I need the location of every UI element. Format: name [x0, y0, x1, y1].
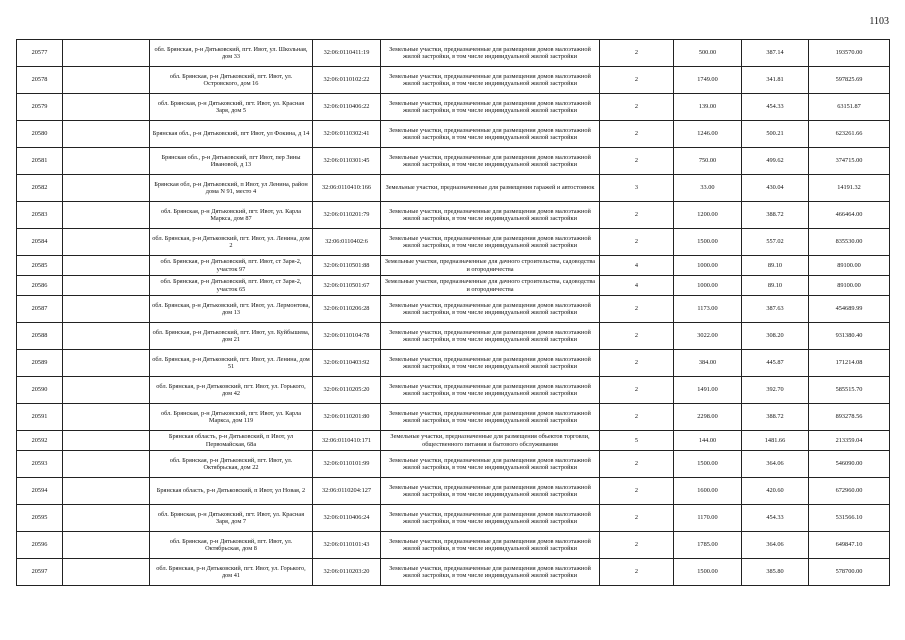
address-cell: Брянская область, р-н Дятьковский, п Ивот, ул Новая, 2 [150, 478, 313, 505]
cadastral-number-cell: 32:06:0110406:24 [313, 505, 381, 532]
table-row [17, 559, 890, 586]
cadastral-value-cell: 893278.56 [809, 404, 890, 431]
group-cell: 2 [600, 505, 674, 532]
address-cell: обл. Брянская, р-н Дятьковский, пгт. Ивот, ст Заря-2, участок 65 [150, 276, 313, 296]
specific-value-cell: 308.20 [742, 323, 809, 350]
table-row [17, 256, 890, 276]
area-cell: 139.00 [674, 94, 742, 121]
row-number: 20586 [17, 276, 63, 296]
table-row [17, 350, 890, 377]
land-use-cell: Земельные участки, предназначенные для размещения домов малоэтажной жилой застройки, в том числе индивидуальной жилой застройки [381, 229, 600, 256]
row-number: 20594 [17, 478, 63, 505]
land-use-cell: Земельные участки, предназначенные для размещения домов малоэтажной жилой застройки, в том числе индивидуальной жилой застройки [381, 350, 600, 377]
group-cell: 4 [600, 256, 674, 276]
specific-value-cell: 341.81 [742, 67, 809, 94]
area-cell: 384.00 [674, 350, 742, 377]
blank-cell [63, 404, 150, 431]
row-number: 20582 [17, 175, 63, 202]
row-number: 20591 [17, 404, 63, 431]
table-row [17, 67, 890, 94]
row-number: 20577 [17, 40, 63, 67]
cadastral-number-cell: 32:06:0110406:22 [313, 94, 381, 121]
cadastral-value-cell: 623261.66 [809, 121, 890, 148]
group-cell: 2 [600, 148, 674, 175]
address-cell: обл. Брянская, р-н Дятьковский, пгт. Ивот, ул. Горького, дом 41 [150, 559, 313, 586]
area-cell: 1491.00 [674, 377, 742, 404]
group-cell: 2 [600, 350, 674, 377]
land-use-cell: Земельные участки, предназначенные для размещения домов малоэтажной жилой застройки, в том числе индивидуальной жилой застройки [381, 451, 600, 478]
address-cell: Брянская обл., р-н Дятьковский, пгт Ивот, пер Зины Ивановой, д 13 [150, 148, 313, 175]
land-use-cell: Земельные участки, предназначенные для дачного строительства, садоводства и огородничества [381, 256, 600, 276]
cadastral-number-cell: 32:06:0110101:43 [313, 532, 381, 559]
land-use-cell: Земельные участки, предназначенные для размещения домов малоэтажной жилой застройки, в том числе индивидуальной жилой застройки [381, 532, 600, 559]
cadastral-number-cell: 32:06:0110102:22 [313, 67, 381, 94]
group-cell: 2 [600, 559, 674, 586]
address-cell: обл. Брянская, р-н Дятьковский, пгт. Ивот, ул. Горького, дом 42 [150, 377, 313, 404]
cadastral-value-cell: 213359.04 [809, 431, 890, 451]
table-row [17, 451, 890, 478]
specific-value-cell: 385.80 [742, 559, 809, 586]
land-use-cell: Земельные участки, предназначенные для размещения объектов торговли, общественного питания и бытового обслуживания [381, 431, 600, 451]
blank-cell [63, 276, 150, 296]
address-cell: Брянская область, р-н Дятьковский, п Ивот, ул Первомайская, 68а [150, 431, 313, 451]
area-cell: 1000.00 [674, 276, 742, 296]
group-cell: 2 [600, 67, 674, 94]
cadastral-value-cell: 585515.70 [809, 377, 890, 404]
land-use-cell: Земельные участки, предназначенные для размещения домов малоэтажной жилой застройки, в том числе индивидуальной жилой застройки [381, 377, 600, 404]
row-number: 20589 [17, 350, 63, 377]
address-cell: обл. Брянская, р-н Дятьковский, пгт. Ивот, ул. Октябрьская, дом 8 [150, 532, 313, 559]
blank-cell [63, 532, 150, 559]
row-number: 20592 [17, 431, 63, 451]
row-number: 20596 [17, 532, 63, 559]
cadastral-number-cell: 32:06:0110411:19 [313, 40, 381, 67]
cadastral-value-cell: 63151.87 [809, 94, 890, 121]
cadastral-value-cell: 14191.32 [809, 175, 890, 202]
blank-cell [63, 431, 150, 451]
area-cell: 750.00 [674, 148, 742, 175]
cadastral-number-cell: 32:06:0110101:99 [313, 451, 381, 478]
row-number: 20587 [17, 296, 63, 323]
table-row [17, 175, 890, 202]
table-row [17, 148, 890, 175]
cadastral-value-cell: 649847.10 [809, 532, 890, 559]
row-number: 20593 [17, 451, 63, 478]
address-cell: обл. Брянская, р-н Дятьковский, пгт. Ивот, ул. Ленина, дом 2 [150, 229, 313, 256]
blank-cell [63, 350, 150, 377]
blank-cell [63, 94, 150, 121]
group-cell: 2 [600, 229, 674, 256]
row-number: 20583 [17, 202, 63, 229]
blank-cell [63, 67, 150, 94]
group-cell: 2 [600, 532, 674, 559]
area-cell: 144.00 [674, 431, 742, 451]
table-row [17, 431, 890, 451]
row-number: 20597 [17, 559, 63, 586]
land-use-cell: Земельные участки, предназначенные для размещения домов малоэтажной жилой застройки, в том числе индивидуальной жилой застройки [381, 67, 600, 94]
specific-value-cell: 500.21 [742, 121, 809, 148]
specific-value-cell: 430.04 [742, 175, 809, 202]
land-use-cell: Земельные участки, предназначенные для размещения домов малоэтажной жилой застройки, в том числе индивидуальной жилой застройки [381, 202, 600, 229]
cadastral-value-cell: 374715.00 [809, 148, 890, 175]
cadastral-number-cell: 32:06:0110501:88 [313, 256, 381, 276]
blank-cell [63, 148, 150, 175]
area-cell: 33.00 [674, 175, 742, 202]
cadastral-value-cell: 578700.00 [809, 559, 890, 586]
specific-value-cell: 89.10 [742, 276, 809, 296]
table-row [17, 532, 890, 559]
address-cell: обл. Брянская, р-н Дятьковский, пгт. Ивот, ст Заря-2, участок 97 [150, 256, 313, 276]
address-cell: обл. Брянская, р-н Дятьковский, пгт. Ивот, ул. Островского, дом 16 [150, 67, 313, 94]
group-cell: 3 [600, 175, 674, 202]
area-cell: 500.00 [674, 40, 742, 67]
cadastral-value-cell: 835530.00 [809, 229, 890, 256]
cadastral-number-cell: 32:06:0110201:80 [313, 404, 381, 431]
land-use-cell: Земельные участки, предназначенные для размещения домов малоэтажной жилой застройки, в том числе индивидуальной жилой застройки [381, 505, 600, 532]
group-cell: 4 [600, 276, 674, 296]
address-cell: обл. Брянская, р-н Дятьковский, пгт. Ивот, ул. Красная Заря, дом 5 [150, 94, 313, 121]
specific-value-cell: 454.33 [742, 505, 809, 532]
row-number: 20585 [17, 256, 63, 276]
group-cell: 2 [600, 40, 674, 67]
cadastral-value-cell: 531566.10 [809, 505, 890, 532]
area-cell: 1170.00 [674, 505, 742, 532]
cadastral-number-cell: 32:06:0110104:78 [313, 323, 381, 350]
row-number: 20580 [17, 121, 63, 148]
specific-value-cell: 388.72 [742, 202, 809, 229]
row-number: 20590 [17, 377, 63, 404]
cadastral-number-cell: 32:06:0110402:6 [313, 229, 381, 256]
table-row [17, 404, 890, 431]
group-cell: 2 [600, 323, 674, 350]
cadastral-number-cell: 32:06:0110204:127 [313, 478, 381, 505]
land-use-cell: Земельные участки, предназначенные для размещения домов малоэтажной жилой застройки, в том числе индивидуальной жилой застройки [381, 404, 600, 431]
land-use-cell: Земельные участки, предназначенные для размещения домов малоэтажной жилой застройки, в том числе индивидуальной жилой застройки [381, 296, 600, 323]
land-use-cell: Земельные участки, предназначенные для размещения гаражей и автостоянок [381, 175, 600, 202]
land-use-cell: Земельные участки, предназначенные для размещения домов малоэтажной жилой застройки, в том числе индивидуальной жилой застройки [381, 478, 600, 505]
table-row [17, 94, 890, 121]
specific-value-cell: 89.10 [742, 256, 809, 276]
land-use-cell: Земельные участки, предназначенные для дачного строительства, садоводства и огородничества [381, 276, 600, 296]
cadastral-value-cell: 546090.00 [809, 451, 890, 478]
row-number: 20588 [17, 323, 63, 350]
area-cell: 2298.00 [674, 404, 742, 431]
address-cell: обл. Брянская, р-н Дятьковский, пгт. Ивот, ул. Школьная, дом 33 [150, 40, 313, 67]
row-number: 20579 [17, 94, 63, 121]
cadastral-number-cell: 32:06:0110301:45 [313, 148, 381, 175]
group-cell: 2 [600, 202, 674, 229]
cadastral-number-cell: 32:06:0110403:92 [313, 350, 381, 377]
land-use-cell: Земельные участки, предназначенные для размещения домов малоэтажной жилой застройки, в том числе индивидуальной жилой застройки [381, 121, 600, 148]
area-cell: 1749.00 [674, 67, 742, 94]
specific-value-cell: 1481.66 [742, 431, 809, 451]
specific-value-cell: 454.33 [742, 94, 809, 121]
row-number: 20578 [17, 67, 63, 94]
group-cell: 2 [600, 296, 674, 323]
cadastral-value-cell: 931380.40 [809, 323, 890, 350]
area-cell: 1173.00 [674, 296, 742, 323]
group-cell: 2 [600, 404, 674, 431]
area-cell: 1200.00 [674, 202, 742, 229]
cadastral-value-cell: 454689.99 [809, 296, 890, 323]
table-row [17, 40, 890, 67]
area-cell: 1500.00 [674, 229, 742, 256]
cadastral-value-cell: 171214.08 [809, 350, 890, 377]
table-row [17, 276, 890, 296]
blank-cell [63, 478, 150, 505]
group-cell: 2 [600, 121, 674, 148]
specific-value-cell: 557.02 [742, 229, 809, 256]
cadastral-number-cell: 32:06:0110302:41 [313, 121, 381, 148]
table-row [17, 377, 890, 404]
blank-cell [63, 451, 150, 478]
address-cell: обл. Брянская, р-н Дятьковский, пгт. Ивот, ул. Карла Маркса, дом 119 [150, 404, 313, 431]
row-number: 20581 [17, 148, 63, 175]
specific-value-cell: 392.70 [742, 377, 809, 404]
table-row [17, 478, 890, 505]
blank-cell [63, 40, 150, 67]
land-use-cell: Земельные участки, предназначенные для размещения домов малоэтажной жилой застройки, в том числе индивидуальной жилой застройки [381, 559, 600, 586]
page-number: 1103 [869, 16, 889, 27]
cadastral-number-cell: 32:06:0110410:171 [313, 431, 381, 451]
area-cell: 1246.00 [674, 121, 742, 148]
specific-value-cell: 387.14 [742, 40, 809, 67]
area-cell: 1500.00 [674, 451, 742, 478]
specific-value-cell: 388.72 [742, 404, 809, 431]
group-cell: 2 [600, 451, 674, 478]
row-number: 20595 [17, 505, 63, 532]
area-cell: 1500.00 [674, 559, 742, 586]
table-row [17, 505, 890, 532]
cadastral-value-cell: 466464.00 [809, 202, 890, 229]
blank-cell [63, 256, 150, 276]
specific-value-cell: 387.63 [742, 296, 809, 323]
area-cell: 1600.00 [674, 478, 742, 505]
land-use-cell: Земельные участки, предназначенные для размещения домов малоэтажной жилой застройки, в том числе индивидуальной жилой застройки [381, 323, 600, 350]
land-use-cell: Земельные участки, предназначенные для размещения домов малоэтажной жилой застройки, в том числе индивидуальной жилой застройки [381, 40, 600, 67]
cadastral-value-cell: 89100.00 [809, 276, 890, 296]
cadastral-number-cell: 32:06:0110501:67 [313, 276, 381, 296]
table-body [17, 40, 890, 586]
address-cell: обл. Брянская, р-н Дятьковский, пгт. Ивот, ул. Красная Заря, дом 7 [150, 505, 313, 532]
blank-cell [63, 296, 150, 323]
blank-cell [63, 377, 150, 404]
group-cell: 2 [600, 478, 674, 505]
area-cell: 1785.00 [674, 532, 742, 559]
blank-cell [63, 323, 150, 350]
specific-value-cell: 364.06 [742, 451, 809, 478]
table-row [17, 229, 890, 256]
cadastral-value-cell: 193570.00 [809, 40, 890, 67]
table-row [17, 202, 890, 229]
land-use-cell: Земельные участки, предназначенные для размещения домов малоэтажной жилой застройки, в том числе индивидуальной жилой застройки [381, 94, 600, 121]
row-number: 20584 [17, 229, 63, 256]
address-cell: обл. Брянская, р-н Дятьковский, пгт. Ивот, ул. Куйбышева, дом 21 [150, 323, 313, 350]
land-use-cell: Земельные участки, предназначенные для размещения домов малоэтажной жилой застройки, в том числе индивидуальной жилой застройки [381, 148, 600, 175]
blank-cell [63, 175, 150, 202]
group-cell: 2 [600, 94, 674, 121]
address-cell: Брянская обл, р-н Дятьковский, п Ивот, ул Ленина, район дома N 91, место 4 [150, 175, 313, 202]
cadastral-value-table [16, 39, 890, 586]
specific-value-cell: 420.60 [742, 478, 809, 505]
cadastral-value-cell: 597825.69 [809, 67, 890, 94]
cadastral-value-cell: 89100.00 [809, 256, 890, 276]
table-row [17, 323, 890, 350]
group-cell: 2 [600, 377, 674, 404]
blank-cell [63, 229, 150, 256]
specific-value-cell: 445.87 [742, 350, 809, 377]
table-row [17, 121, 890, 148]
area-cell: 1000.00 [674, 256, 742, 276]
blank-cell [63, 121, 150, 148]
group-cell: 5 [600, 431, 674, 451]
cadastral-number-cell: 32:06:0110205:20 [313, 377, 381, 404]
address-cell: обл. Брянская, р-н Дятьковский, пгт. Ивот, ул. Ленина, дом 51 [150, 350, 313, 377]
blank-cell [63, 559, 150, 586]
cadastral-number-cell: 32:06:0110206:28 [313, 296, 381, 323]
address-cell: обл. Брянская, р-н Дятьковский, пгт. Ивот, ул. Лермонтова, дом 13 [150, 296, 313, 323]
cadastral-number-cell: 32:06:0110410:166 [313, 175, 381, 202]
address-cell: обл. Брянская, р-н Дятьковский, пгт. Ивот, ул. Карла Маркса, дом 87 [150, 202, 313, 229]
blank-cell [63, 202, 150, 229]
area-cell: 3022.00 [674, 323, 742, 350]
blank-cell [63, 505, 150, 532]
cadastral-number-cell: 32:06:0110203:20 [313, 559, 381, 586]
address-cell: Брянская обл., р-н Дятьковский, пгт Ивот, ул Фокина, д 14 [150, 121, 313, 148]
table-row [17, 296, 890, 323]
address-cell: обл. Брянская, р-н Дятьковский, пгт. Ивот, ул. Октябрьская, дом 22 [150, 451, 313, 478]
specific-value-cell: 364.06 [742, 532, 809, 559]
cadastral-number-cell: 32:06:0110201:79 [313, 202, 381, 229]
cadastral-value-cell: 672960.00 [809, 478, 890, 505]
specific-value-cell: 499.62 [742, 148, 809, 175]
